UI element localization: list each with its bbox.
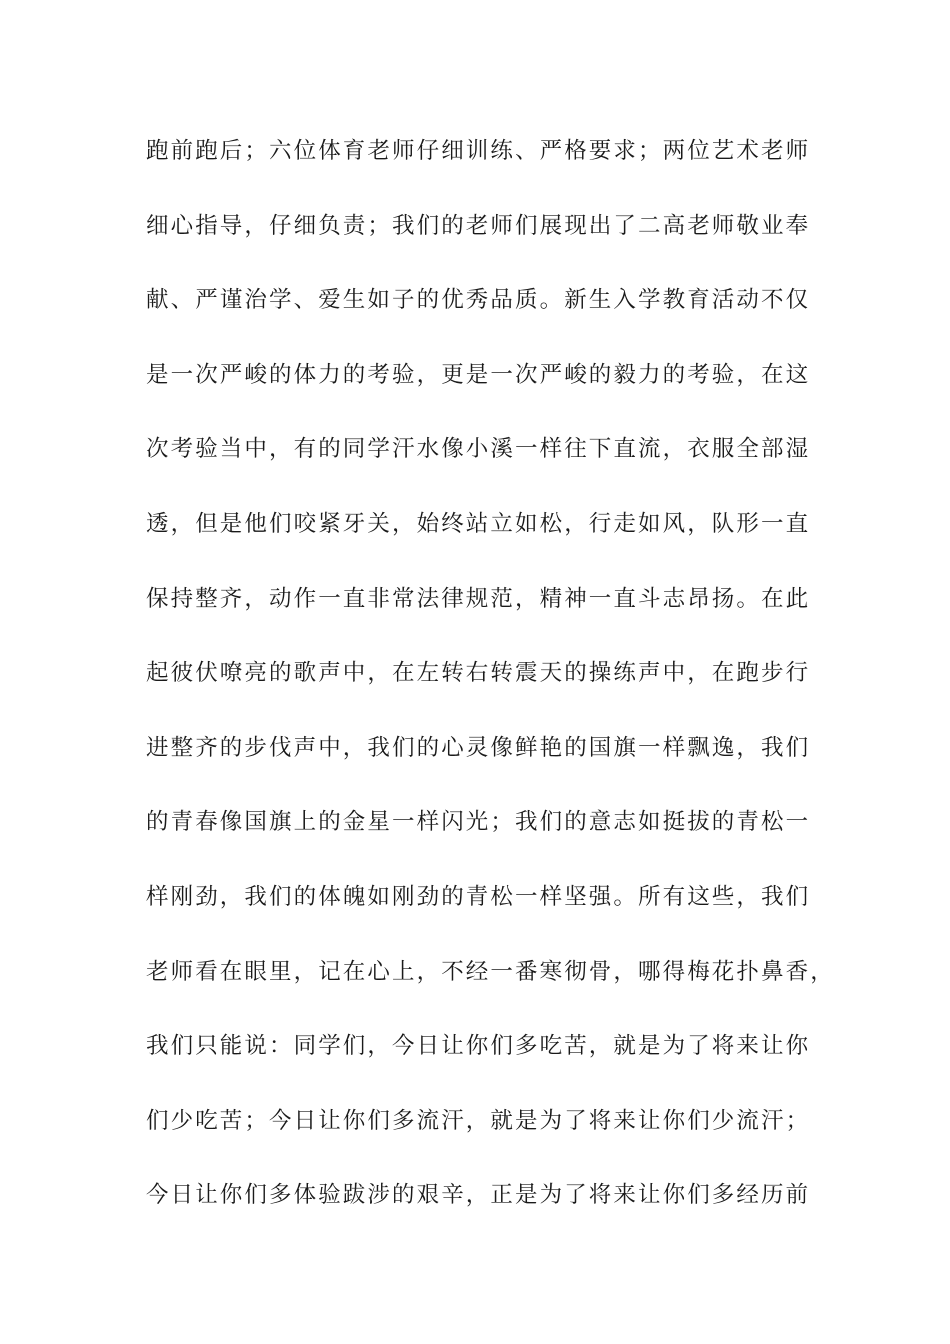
text-line: 次考验当中，有的同学汗水像小溪一样往下直流，衣服全部湿 — [146, 436, 811, 463]
text-line: 透，但是他们咬紧牙关，始终站立如松，行走如风，队形一直 — [146, 510, 811, 537]
text-line: 老师看在眼里，记在心上，不经一番寒彻骨，哪得梅花扑鼻香， — [146, 958, 835, 985]
body-text — [146, 131, 835, 1250]
text-line: 是一次严峻的体力的考验，更是一次严峻的毅力的考验，在这 — [146, 361, 811, 388]
text-line: 今日让你们多体验跋涉的艰辛，正是为了将来让你们多经历前 — [146, 1182, 811, 1209]
text-line: 跑前跑后；六位体育老师仔细训练、严格要求；两位艺术老师 — [146, 138, 811, 164]
text-line: 我们只能说：同学们，今日让你们多吃苦，就是为了将来让你 — [146, 1033, 811, 1060]
text-line: 献、严谨治学、爱生如子的优秀品质。新生入学教育活动不仅 — [146, 287, 811, 314]
text-line: 保持整齐，动作一直非常法律规范，精神一直斗志昂扬。在此 — [146, 585, 811, 612]
text-line: 细心指导，仔细负责；我们的老师们展现出了二高老师敬业奉 — [146, 212, 811, 239]
text-line: 样刚劲，我们的体魄如刚劲的青松一样坚强。所有这些，我们 — [146, 883, 811, 910]
text-line: 的青春像国旗上的金星一样闪光；我们的意志如挺拔的青松一 — [146, 809, 811, 836]
text-line: 们少吃苦；今日让你们多流汗，就是为了将来让你们少流汗； — [146, 1107, 811, 1134]
text-line: 进整齐的步伐声中，我们的心灵像鲜艳的国旗一样飘逸，我们 — [146, 734, 811, 761]
text-line: 起彼伏嘹亮的歌声中，在左转右转震天的操练声中，在跑步行 — [146, 660, 811, 687]
